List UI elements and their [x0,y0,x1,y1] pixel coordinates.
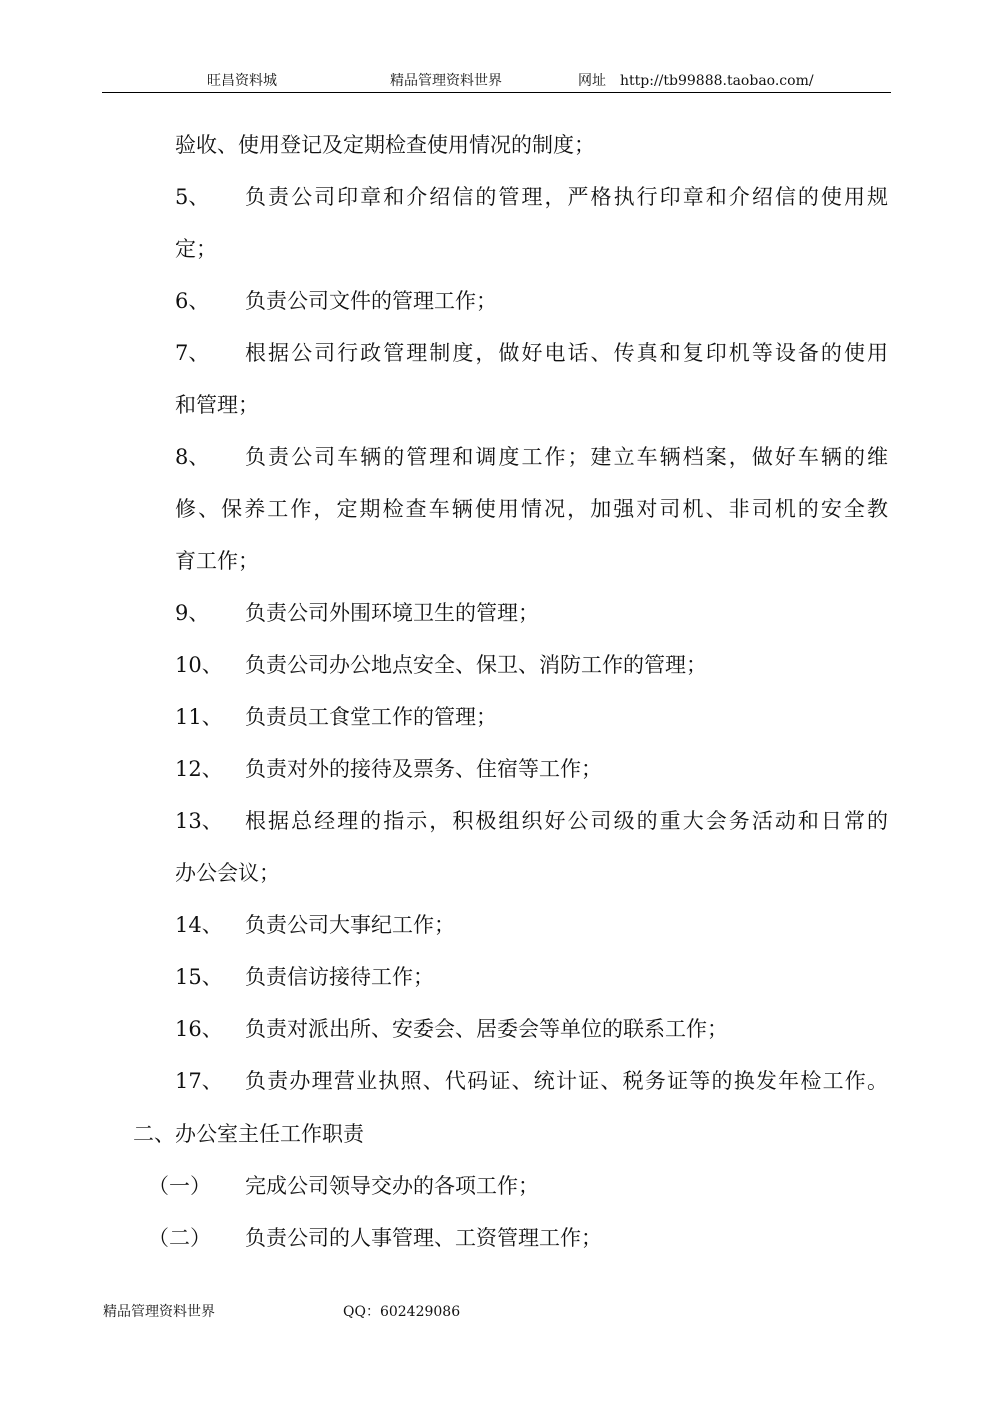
item-number: 7、 [175,341,210,365]
item-text: 负责办理营业执照、代码证、统计证、税务证等的换发年检工作。 [245,1069,888,1093]
item-text: 负责公司车辆的管理和调度工作；建立车辆档案，做好车辆的维 [245,445,888,469]
item-text-cont: 育工作； [175,549,259,573]
continuation-line: 验收、使用登记及定期检查使用情况的制度； [175,133,595,157]
item-number: 13、 [175,809,223,833]
sub-item-text: 完成公司领导交办的各项工作； [245,1174,539,1198]
item-number: 6、 [175,289,210,313]
item-text: 负责对外的接待及票务、住宿等工作； [245,757,602,781]
item-text: 负责对派出所、安委会、居委会等单位的联系工作； [245,1017,728,1041]
item-text: 根据公司行政管理制度，做好电话、传真和复印机等设备的使用 [245,341,888,365]
item-number: 11、 [175,705,223,729]
item-number: 10、 [175,653,223,677]
footer-slogan: 精品管理资料世界 [103,1304,215,1320]
item-text-cont: 和管理； [175,393,259,417]
header-url[interactable]: http://tb99888.taobao.com/ [620,73,814,89]
item-text: 负责公司印章和介绍信的管理，严格执行印章和介绍信的使用规 [245,185,888,209]
sub-item-number: （二） [148,1226,211,1250]
item-number: 9、 [175,601,210,625]
item-number: 8、 [175,445,210,469]
header-site-name: 旺昌资料城 [207,73,277,89]
item-text-cont: 修、保养工作，定期检查车辆使用情况，加强对司机、非司机的安全教 [175,497,888,521]
footer-qq: QQ：602429086 [343,1304,461,1320]
item-number: 15、 [175,965,223,989]
item-text: 负责公司外围环境卫生的管理； [245,601,539,625]
header-divider [102,92,891,93]
item-text: 负责公司文件的管理工作； [245,289,497,313]
header-url-label: 网址 [578,73,606,89]
sub-item-text: 负责公司的人事管理、工资管理工作； [245,1226,602,1250]
item-text: 负责公司大事纪工作； [245,913,455,937]
item-text: 根据总经理的指示，积极组织好公司级的重大会务活动和日常的 [245,809,888,833]
item-number: 16、 [175,1017,223,1041]
header-slogan: 精品管理资料世界 [390,73,502,89]
item-number: 12、 [175,757,223,781]
section-heading: 二、办公室主任工作职责 [133,1122,364,1146]
item-number: 14、 [175,913,223,937]
item-text: 负责员工食堂工作的管理； [245,705,497,729]
item-number: 5、 [175,185,210,209]
sub-item-number: （一） [148,1174,211,1198]
item-text: 负责公司办公地点安全、保卫、消防工作的管理； [245,653,707,677]
item-number: 17、 [175,1069,223,1093]
item-text: 负责信访接待工作； [245,965,434,989]
item-text-cont: 办公会议； [175,861,280,885]
item-text-cont: 定； [175,237,217,261]
